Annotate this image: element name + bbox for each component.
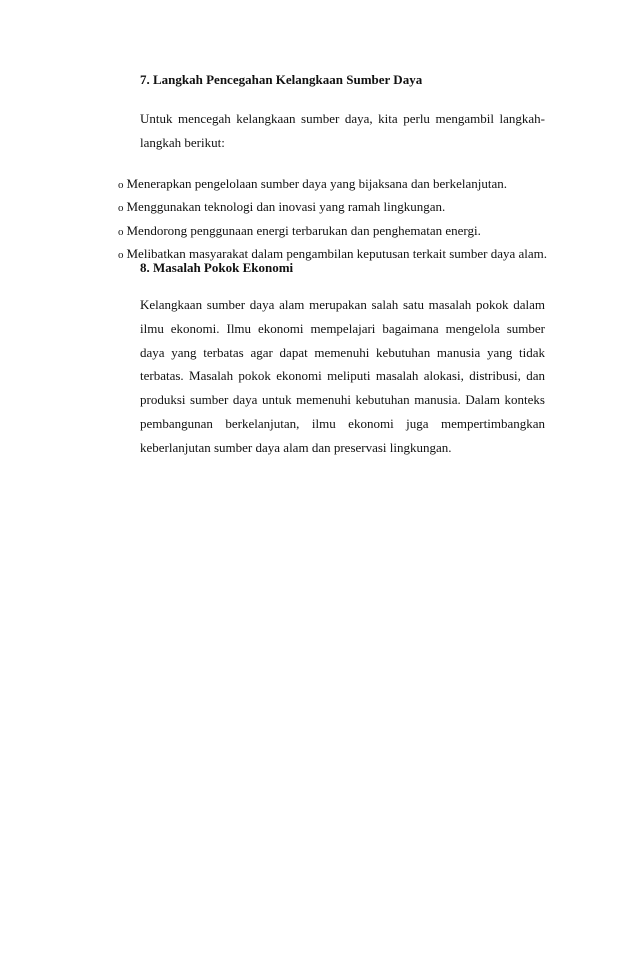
bullet-circle-icon: o [118,202,124,215]
prevention-steps-list [118,173,547,266]
list-item-text: Menerapkan pengelolaan sumber daya yang bijaksana dan berkelanjutan. [126,176,507,191]
section-8-body: Kelangkaan sumber daya alam merupakan salah satu masalah pokok dalam ilmu ekonomi. Ilmu ekonomi mempelajari bagaimana mengelola sumber daya yang terbatas agar dapat memenuhi kebutuhan manusia yang tidak terbatas. Masalah pokok ekonomi meliputi masalah alokasi, distribusi, dan produksi sumber daya untuk memenuhi kebutuhan manusia. Dalam konteks pembangunan berkelanjutan, ilmu ekonomi juga mempertimbangkan keberlanjutan sumber daya alam dan preservasi lingkungan. [140,297,545,455]
bullet-circle-icon: o [118,248,124,261]
list-item-text: Menggunakan teknologi dan inovasi yang ramah lingkungan. [126,199,446,215]
section-7-intro: Untuk mencegah kelangkaan sumber daya, kita perlu mengambil langkah-langkah berikut: [140,111,545,150]
list-item-text: Melibatkan masyarakat dalam pengambilan keputusan terkait sumber daya alam. [126,245,548,261]
bullet-circle-icon: o [118,179,124,191]
section-8-heading: 8. Masalah Pokok Ekonomi [140,260,294,275]
bullet-circle-icon: o [118,225,124,238]
list-item-text: Mendorong penggunaan energi terbarukan dan penghematan energi. [126,222,481,238]
list-item [118,220,547,243]
list-item [118,173,547,196]
list-item [118,196,547,219]
section-7-heading: 7. Langkah Pencegahan Kelangkaan Sumber Daya [140,72,423,87]
